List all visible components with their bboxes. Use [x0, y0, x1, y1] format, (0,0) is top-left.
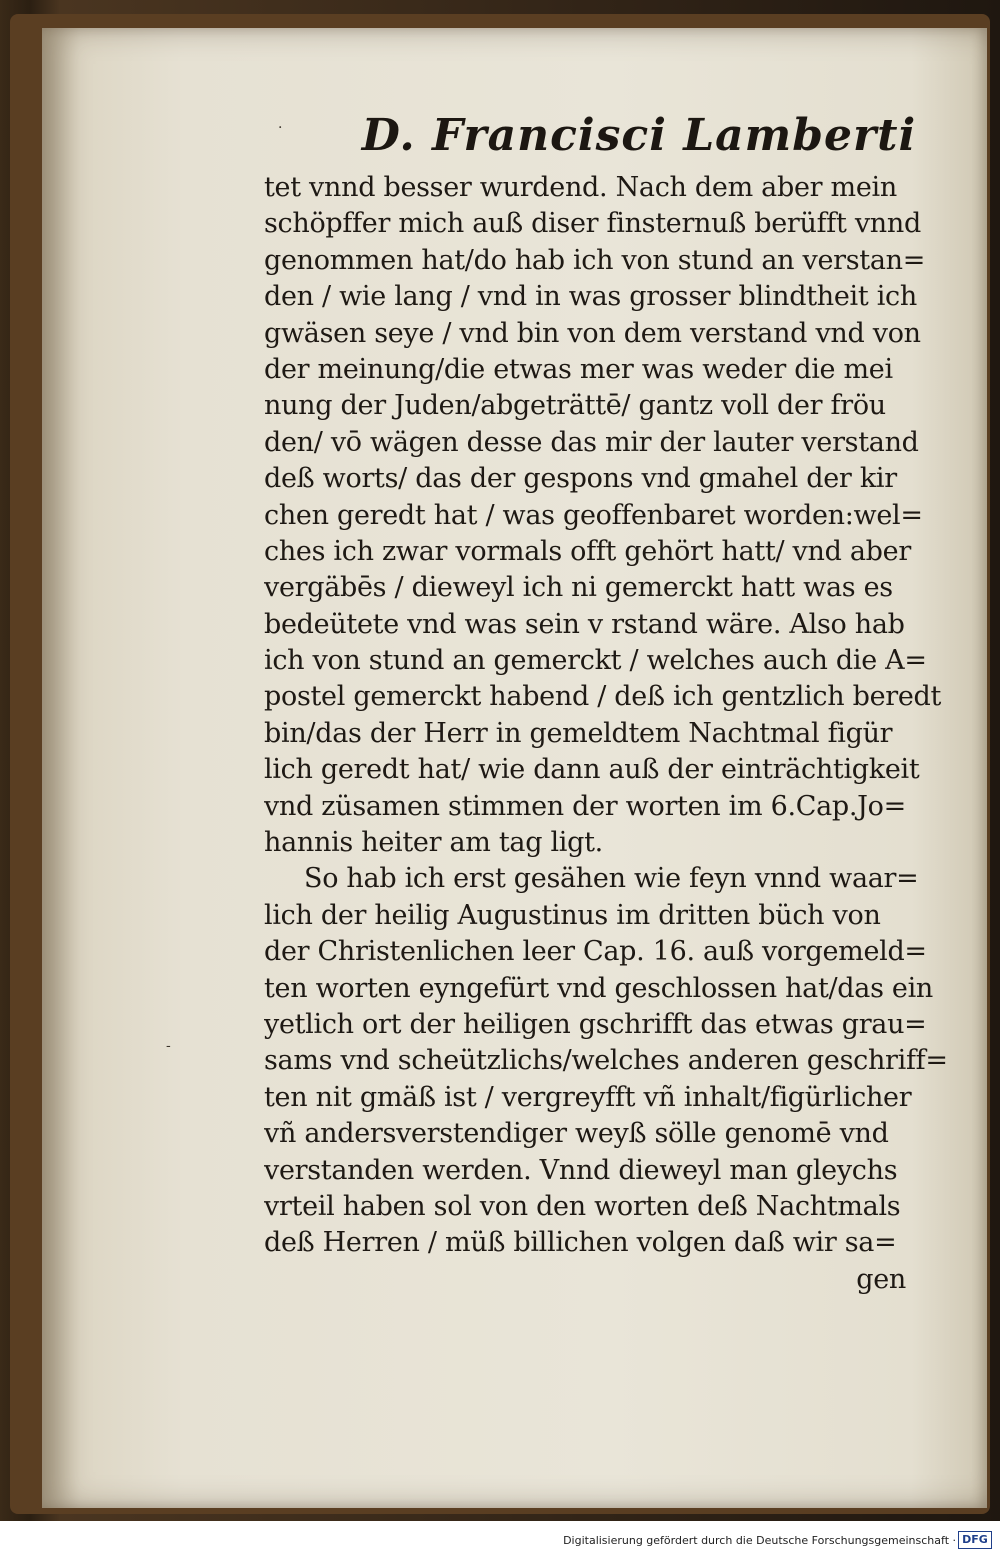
text-line: gwäsen seye / vnd bin von dem verstand vnd von	[264, 317, 921, 349]
text-line: vergäbēs / dieweyl ich ni gemerckt hatt was es	[264, 572, 893, 604]
running-head: D. Francisci Lamberti	[361, 110, 917, 161]
text-line: nung der Juden/abgeträttē/ gantz voll der fröu	[264, 390, 886, 422]
text-line: den/ vō wägen desse das mir der lauter verstand	[264, 426, 919, 458]
text-line: vñ andersverstendiger weyß sölle genomē vnd	[264, 1118, 889, 1150]
text-line: lich der heilig Augustinus im dritten büch von	[264, 899, 881, 931]
text-line: tet vnnd besser wurdend. Nach dem aber mein	[264, 172, 897, 203]
page-content	[264, 106, 954, 1298]
text-line: sams vnd scheützlichs/welches anderen geschriff=	[264, 1045, 948, 1077]
text-line: der Christenlichen leer Cap. 16. auß vorgemeld=	[264, 936, 927, 968]
text-line: hannis heiter am tag ligt.	[264, 827, 603, 859]
ink-speck: ·	[278, 120, 283, 136]
catchword: gen	[856, 1263, 906, 1295]
text-line: bin/das der Herr in gemeldtem Nachtmal figür	[264, 717, 893, 749]
text-line: bedeütete vnd was sein v rstand wäre. Also hab	[264, 608, 905, 640]
text-line: deß worts/ das der gespons vnd gmahel der kir	[264, 463, 897, 495]
book-page	[42, 28, 987, 1508]
text-line: postel gemerckt habend / deß ich gentzlich beredt	[264, 681, 942, 713]
ink-speck: -	[166, 1038, 171, 1054]
text-line: vrteil haben sol von den worten deß Nachtmals	[264, 1190, 901, 1222]
body-text	[264, 170, 954, 1298]
text-line: genommen hat/do hab ich von stund an verstan=	[264, 244, 926, 276]
text-line: chen geredt hat / was geoffenbaret worden:wel=	[264, 499, 923, 531]
text-line: schöpffer mich auß diser finsternuß berüfft vnnd	[264, 208, 921, 240]
text-line: den / wie lang / vnd in was grosser blindtheit ich	[264, 281, 917, 313]
text-line: deß Herren / müß billichen volgen daß wir sa=	[264, 1227, 897, 1259]
text-line: lich geredt hat/ wie dann auß der einträchtigkeit	[264, 754, 920, 786]
text-line: ten worten eyngefürt vnd geschlossen hat/das ein	[264, 972, 934, 1004]
funding-credit: Digitalisierung gefördert durch die Deutsche Forschungsgemeinschaft ·	[563, 1534, 956, 1547]
text-line: ich von stund an gemerckt / welches auch die A=	[264, 645, 927, 677]
text-line: der meinung/die etwas mer was weder die mei	[264, 353, 893, 385]
text-line: vnd züsamen stimmen der worten im 6.Cap.Jo=	[264, 790, 906, 822]
text-line: ten nit gmäß ist / vergreyfft vñ inhalt/figürlicher	[264, 1081, 912, 1113]
text-line: verstanden werden. Vnnd dieweyl man gleychs	[264, 1154, 898, 1186]
paragraph-start-line: So hab ich erst gesähen wie feyn vnnd waar=	[304, 863, 919, 895]
footer-bar	[0, 1521, 1000, 1555]
text-line: ches ich zwar vormals offt gehört hatt/ vnd aber	[264, 535, 911, 567]
dfg-logo-icon: DFG	[958, 1531, 992, 1549]
text-line: yetlich ort der heiligen gschrifft das etwas grau=	[264, 1008, 927, 1040]
